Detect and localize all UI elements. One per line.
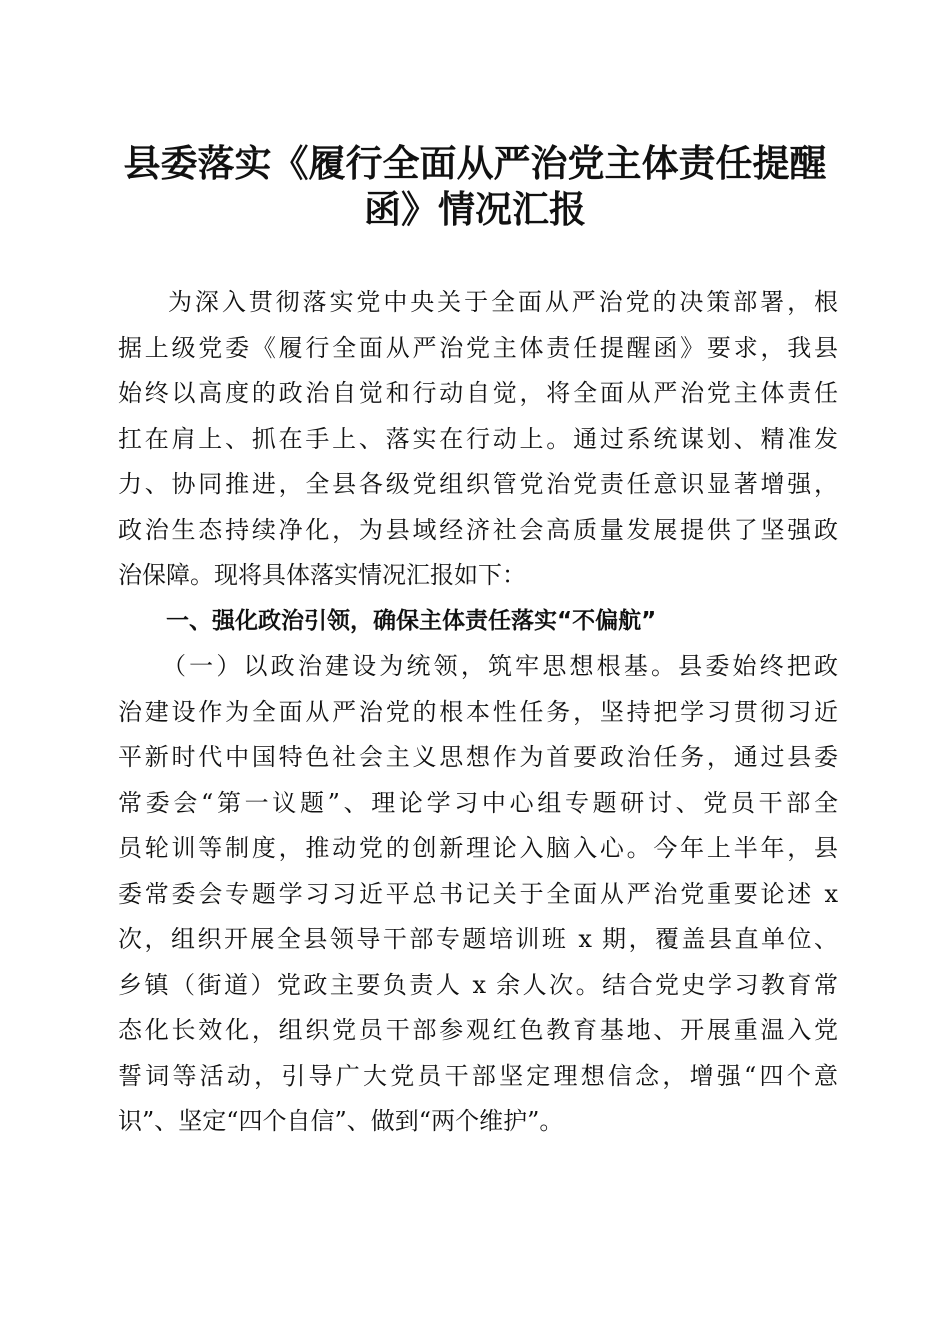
section-paragraph-line: 委常委会专题学习习近平总书记关于全面从严治党重要论述 x xyxy=(118,879,838,908)
document-title-line-2: 函》情况汇报 xyxy=(364,187,586,231)
intro-paragraph-line: 治保障。现将具体落实情况汇报如下： xyxy=(118,561,526,589)
section-paragraph-line: 治建设作为全面从严治党的根本性任务，坚持把学习贯彻习近 xyxy=(118,697,838,726)
intro-paragraph-line: 力、协同推进，全县各级党组织管党治党责任意识显著增强， xyxy=(118,470,838,498)
intro-paragraph-line: 始终以高度的政治自觉和行动自觉，将全面从严治党主体责任 xyxy=(118,379,838,407)
section-paragraph-line: （一）以政治建设为统领，筑牢思想根基。县委始终把政 xyxy=(162,652,838,680)
intro-paragraph-line: 扛在肩上、抓在手上、落实在行动上。通过系统谋划、精准发 xyxy=(118,424,838,453)
section-paragraph-line: 誓词等活动，引导广大党员干部坚定理想信念，增强“四个意 xyxy=(118,1061,838,1090)
intro-paragraph-line: 政治生态持续净化，为县域经济社会高质量发展提供了坚强政 xyxy=(118,515,838,544)
section-paragraph-line: 次，组织开展全县领导干部专题培训班 x 期，覆盖县直单位、 xyxy=(118,925,838,953)
section-paragraph-line: 态化长效化，组织党员干部参观红色教育基地、开展重温入党 xyxy=(118,1016,838,1044)
section-paragraph-line: 常委会“第一议题”、理论学习中心组专题研讨、党员干部全 xyxy=(118,788,838,817)
section-paragraph-line: 员轮训等制度，推动党的创新理论入脑入心。今年上半年，县 xyxy=(118,834,838,862)
section-paragraph-line: 乡镇（街道）党政主要负责人 x 余人次。结合党史学习教育常 xyxy=(118,970,838,999)
intro-paragraph-line: 据上级党委《履行全面从严治党主体责任提醒函》要求，我县 xyxy=(118,333,838,362)
section-paragraph-line: 平新时代中国特色社会主义思想作为首要政治任务，通过县委 xyxy=(118,743,838,771)
section-heading: 一、强化政治引领，确保主体责任落实“不偏航” xyxy=(166,607,657,634)
intro-paragraph-line: 为深入贯彻落实党中央关于全面从严治党的决策部署，根 xyxy=(168,288,838,316)
document-body xyxy=(118,280,838,1145)
section-paragraph-line: 识”、坚定“四个自信”、做到“两个维护”。 xyxy=(118,1107,564,1135)
document-title-line-1: 县委落实《履行全面从严治党主体责任提醒 xyxy=(123,141,827,185)
